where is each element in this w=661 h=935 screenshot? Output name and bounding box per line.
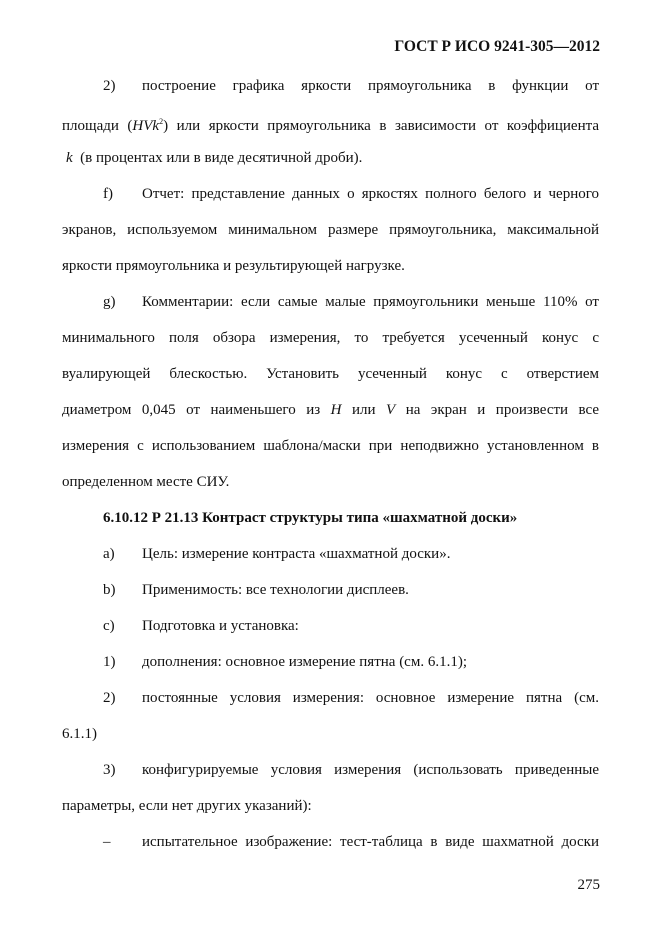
list-item-text: постоянные условия измерения: основное измерение пятна (см.: [142, 690, 599, 706]
paragraph-line: яркости прямоугольника и результирующей нагрузке.: [62, 258, 405, 274]
list-marker: 1): [103, 654, 116, 670]
paragraph-line: k (в процентах или в виде десятичной дроби).: [66, 150, 363, 166]
paragraph-line: экранов, используемом минимальном размере прямоугольника, максимальной: [62, 222, 599, 238]
list-item-text: Применимость: все технологии дисплеев.: [142, 582, 409, 598]
paragraph-line: минимального поля обзора измерения, то требуется усеченный конус с: [62, 330, 599, 346]
list-item-text: 6.1.1): [62, 726, 97, 742]
list-item-text: испытательное изображение: тест-таблица в виде шахматной доски: [142, 834, 599, 850]
paragraph-line: определенном месте СИУ.: [62, 474, 230, 490]
paragraph-line: построение графика яркости прямоугольника в функции от: [142, 78, 599, 94]
list-item-text: Подготовка и установка:: [142, 618, 299, 634]
paragraph-line: Отчет: представление данных о яркостях полного белого и черного: [142, 186, 599, 202]
list-marker: f): [103, 186, 113, 202]
list-item-text: дополнения: основное измерение пятна (см. 6.1.1);: [142, 654, 467, 670]
paragraph-line: Комментарии: если самые малые прямоугольники меньше 110% от: [142, 294, 599, 310]
list-item-text: Цель: измерение контраста «шахматной доски».: [142, 546, 451, 562]
list-marker: 3): [103, 762, 116, 778]
list-marker: 2): [103, 690, 116, 706]
list-marker: g): [103, 294, 116, 310]
list-marker: c): [103, 618, 115, 634]
list-marker: a): [103, 546, 115, 562]
list-marker: 2): [103, 78, 116, 94]
paragraph-line: площади (HVk$^2$) или яркости прямоугольника в зависимости от коэффициента: [62, 117, 599, 134]
page-number: 275: [577, 877, 600, 893]
list-marker: b): [103, 582, 116, 598]
section-title: 6.10.12 Р 21.13 Контраст структуры типа «шахматной доски»: [103, 510, 518, 526]
list-item-text: конфигурируемые условия измерения (использовать приведенные: [142, 762, 599, 778]
document-header: ГОСТ Р ИСО 9241-305—2012: [394, 38, 600, 55]
paragraph-line: измерения с использованием шаблона/маски при неподвижно установленном в: [62, 438, 599, 454]
paragraph-line: диаметром 0,045 от наименьшего из H или V на экран и произвести все: [62, 402, 600, 418]
list-marker: –: [103, 834, 111, 850]
paragraph-line: вуалирующей блескостью. Установить усеченный конус с отверстием: [62, 366, 599, 382]
list-item-text: параметры, если нет других указаний):: [62, 798, 312, 814]
